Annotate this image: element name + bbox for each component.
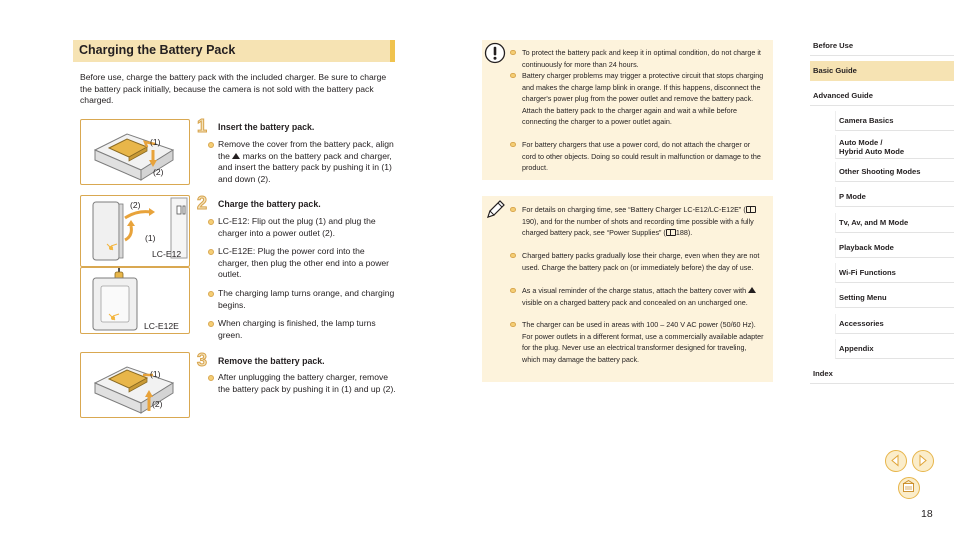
bullet-icon xyxy=(208,375,214,381)
caution-item xyxy=(510,47,766,70)
note-item xyxy=(510,250,766,273)
page-title: Charging the Battery Pack xyxy=(79,43,236,57)
intro-text: Before use, charge the battery pack with the included charger. Be sure to charge the battery pack initially, because the camera is not sold with the battery pack charged. xyxy=(80,72,387,106)
step-bullet xyxy=(208,216,396,239)
step-title: Charge the battery pack. xyxy=(218,199,321,209)
note-text: As a visual reminder of the charge status, attach the battery cover with xyxy=(522,286,749,295)
caution-text: For battery chargers that use a power cord, do not attach the charger or cord to other objects. Doing so could result in malfunction or damage to the product. xyxy=(522,140,761,172)
note-text: visible on a charged battery pack and concealed on an uncharged one. xyxy=(522,297,748,307)
nav-setting-menu[interactable]: Setting Menu xyxy=(835,288,954,308)
note-text: For details on charging time, see “Battery Charger LC-E12/LC-E12E” ( xyxy=(522,205,746,214)
bullet-icon xyxy=(208,291,214,297)
nav-tv-av-m-mode[interactable]: Tv, Av, and M Mode xyxy=(835,213,954,233)
bullet-icon xyxy=(510,50,516,56)
nav-before-use[interactable]: Before Use xyxy=(810,36,954,56)
bullet-icon xyxy=(510,142,516,148)
bullet-icon xyxy=(510,322,516,328)
charger-model-label: LC-E12 xyxy=(152,249,182,259)
step-title: Insert the battery pack. xyxy=(218,122,315,132)
section-header xyxy=(73,40,395,62)
nav-accessories[interactable]: Accessories xyxy=(835,314,954,334)
bullet-icon xyxy=(208,321,214,327)
arrow-left-icon xyxy=(886,451,905,470)
pencil-icon xyxy=(484,199,506,226)
note-text: The charger can be used in areas with 100 – 240 V AC power (50/60 Hz). For power outlets in a different format, use a commercially available adapter for the plug. Never use an electrical transformer designed for traveling, which may damage the battery pack. xyxy=(522,320,764,364)
step-bullet xyxy=(208,318,396,341)
bullet-text: marks on the battery pack and charger, and insert the battery pack by pushing it in (1) and down (2). xyxy=(218,150,392,184)
illustration-label: (2) xyxy=(153,167,164,177)
bullet-text: The charging lamp turns orange, and charging begins. xyxy=(218,288,395,310)
step-number: 2 xyxy=(197,193,208,213)
caution-icon xyxy=(484,42,506,69)
bullet-icon xyxy=(510,207,516,213)
illustration-lc-e12e xyxy=(80,267,190,334)
nav-index[interactable]: Index xyxy=(810,364,954,384)
step-bullet xyxy=(208,139,396,185)
caution-item xyxy=(510,139,766,174)
illustration-label: (2) xyxy=(152,399,163,409)
prev-page-button[interactable] xyxy=(885,450,907,472)
nav-advanced-guide[interactable]: Advanced Guide xyxy=(810,86,954,106)
nav-auto-mode[interactable] xyxy=(835,135,954,159)
bullet-text: LC-E12: Flip out the plug (1) and plug the charger into a power outlet (2). xyxy=(218,216,376,238)
page-number: 18 xyxy=(921,508,933,520)
arrow-right-icon xyxy=(913,451,932,470)
bullet-icon xyxy=(510,73,516,79)
nav-label: Auto Mode / xyxy=(839,137,883,147)
page-reference-icon xyxy=(666,229,676,236)
home-button[interactable] xyxy=(898,477,920,499)
nav-appendix[interactable]: Appendix xyxy=(835,339,954,359)
bullet-text: LC-E12E: Plug the power cord into the charger, then plug the other end into a power outlet. xyxy=(218,246,390,280)
bullet-icon xyxy=(208,249,214,255)
note-text: 190), and for the number of shots and recording time possible with a fully charged battery pack, see “Power Supplies” ( xyxy=(522,216,754,237)
caution-item xyxy=(510,70,766,128)
nav-playback-mode[interactable]: Playback Mode xyxy=(835,238,954,258)
bullet-icon xyxy=(208,219,214,225)
note-text: 188). xyxy=(675,228,693,237)
step-number: 3 xyxy=(197,350,208,370)
bullet-icon xyxy=(510,253,516,259)
step-bullet xyxy=(208,288,396,311)
step-bullet xyxy=(208,372,396,395)
illustration-label: (1) xyxy=(150,369,161,379)
illustration-label: (1) xyxy=(150,137,161,147)
nav-basic-guide[interactable]: Basic Guide xyxy=(810,61,954,81)
triangle-mark-icon xyxy=(748,287,756,293)
bullet-icon xyxy=(510,288,516,294)
next-page-button[interactable] xyxy=(912,450,934,472)
nav-wifi-functions[interactable]: Wi-Fi Functions xyxy=(835,263,954,283)
illustration-insert-battery xyxy=(80,119,190,185)
step-number: 1 xyxy=(197,116,208,136)
page-reference-icon xyxy=(746,206,756,213)
bullet-text: When charging is finished, the lamp turns green. xyxy=(218,318,376,340)
note-item xyxy=(510,285,766,308)
note-item xyxy=(510,204,766,239)
bullet-icon xyxy=(208,142,214,148)
illustration-label: (1) xyxy=(145,233,156,243)
step-bullet xyxy=(208,246,396,281)
bullet-text: After unplugging the battery charger, remove the battery pack by pushing it in (1) and up (2). xyxy=(218,372,396,394)
nav-label: Hybrid Auto Mode xyxy=(839,146,905,156)
step-title: Remove the battery pack. xyxy=(218,356,325,366)
caution-text: To protect the battery pack and keep it in optimal condition, do not charge it continuously for more than 24 hours. xyxy=(522,48,761,69)
caution-text: Battery charger problems may trigger a protective circuit that stops charging and makes the charge lamp blink in orange. If this happens, disconnect the charger's power plug from the power outlet and remove the battery pack. Attach the battery pack to the charger again and wait a while before connecting the charger to a power outlet again. xyxy=(522,71,764,126)
illustration-remove-battery xyxy=(80,352,190,418)
bullet-text: Remove the cover from the battery pack, align the xyxy=(218,139,394,161)
note-text: Charged battery packs gradually lose their charge, even when they are not used. Charge the battery pack on (or immediately before) the day of use. xyxy=(522,251,760,272)
illustration-label: (2) xyxy=(130,200,141,210)
note-item xyxy=(510,319,766,365)
nav-other-shooting-modes[interactable]: Other Shooting Modes xyxy=(835,162,954,182)
nav-p-mode[interactable]: P Mode xyxy=(835,187,954,207)
charger-model-label: LC-E12E xyxy=(144,321,179,331)
illustration-lc-e12 xyxy=(80,195,190,267)
nav-camera-basics[interactable]: Camera Basics xyxy=(835,111,954,131)
home-icon xyxy=(899,478,918,497)
